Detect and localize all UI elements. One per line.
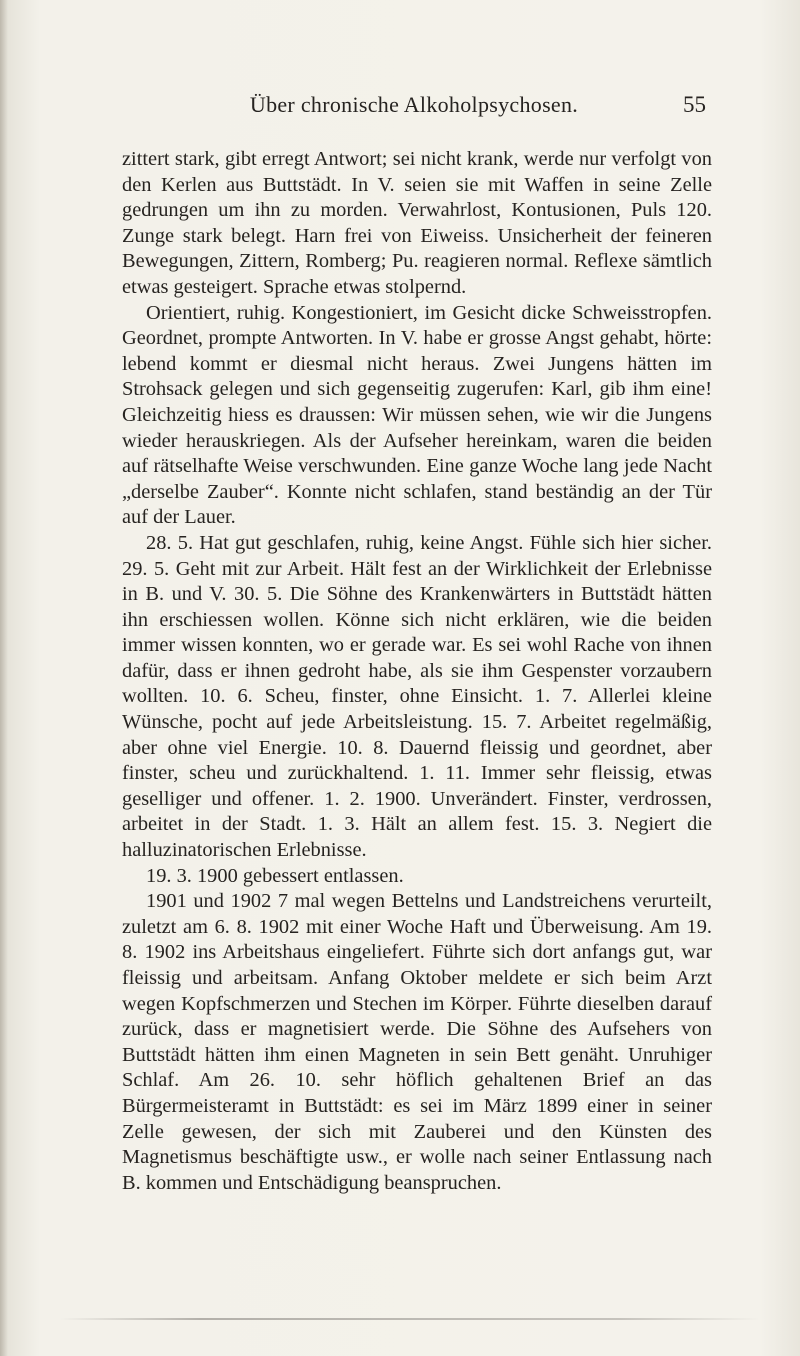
binding-shadow — [0, 0, 8, 1356]
paragraph: 19. 3. 1900 gebessert entlassen. — [146, 864, 404, 887]
paragraph-continued: zittert stark, gibt erregt Antwort; sei nicht krank, werde nur verfolgt von den Kerlen aus Buttstädt. In V. seien sie mit Waffen in seine Zelle gedrungen um ihn zu morden. Verwahrlost, Kontusionen, Puls 120. Zunge stark belegt. Harn frei von Eiweiss. Unsicherheit der feineren Bewegungen, Zittern, Romberg; Pu. reagieren normal. Reflexe sämtlich etwas gesteigert. Sprache etwas stolpernd. — [122, 148, 712, 298]
running-title: Über chronische Alkoholpsychosen. — [249, 92, 579, 117]
page-number: 55 — [683, 92, 706, 117]
page-bottom-edge — [60, 1318, 760, 1320]
paragraph: 28. 5. Hat gut geschlafen, ruhig, keine Angst. Fühle sich hier sicher. 29. 5. Geht mit zur Arbeit. Hält fest an der Wirklichkeit der Erlebnisse in B. und V. 30. 5. Die Söhne des Krankenwärters in Buttstädt hätten ihn erschiessen wollen. Könne sich nicht erklären, wie die beiden immer wissen konnten, wo er gerade war. Es sei wohl Rache von ihnen dafür, dass er ihnen gedroht habe, als sie ihm Gespenster vorzaubern wollten. 10. 6. Scheu, finster, ohne Einsicht. 1. 7. Allerlei kleine Wünsche, pocht auf jede Arbeitsleistung. 15. 7. Arbeitet regelmäßig, aber ohne viel Energie. 10. 8. Dauernd fleissig und geordnet, aber finster, scheu und zurückhaltend. 1. 11. Immer sehr fleissig, etwas geselliger und offener. 1. 2. 1900. Unverändert. Finster, verdrossen, arbeitet in der Stadt. 1. 3. Hält an allem fest. 15. 3. Negiert die halluzinatorischen Erlebnisse. — [122, 531, 712, 862]
paragraph: 1901 und 1902 7 mal wegen Bettelns und Landstreichens verurteilt, zuletzt am 6. 8. 1902 mit einer Woche Haft und Überweisung. Am 19. 8. 1902 ins Arbeitshaus eingeliefert. Führte sich dort anfangs gut, war fleissig und arbeitsam. Anfang Oktober meldete er sich beim Arzt wegen Kopfschmerzen und Stechen im Körper. Führte dieselben darauf zurück, dass er magnetisiert werde. Die Söhne des Aufsehers von Buttstädt hätten ihm einen Magneten in sein Bett genäht. Unruhiger Schlaf. Am 26. 10. sehr höflich gehaltenen Brief an das Bürgermeisteramt in Buttstädt: es sei im März 1899 einer in seiner Zelle gewesen, der sich mit Zauberei und den Künsten des Magnetismus beschäftigte usw., er wolle nach seiner Entlassung nach B. kommen und Entschädigung beanspruchen. — [122, 890, 712, 1194]
paragraph: Orientiert, ruhig. Kongestioniert, im Gesicht dicke Schweisstropfen. Geordnet, prompte Antworten. In V. habe er grosse Angst gehabt, hörte: lebend kommt er diesmal nicht heraus. Zwei Jungens hätten im Strohsack gelegen und sich gegenseitig zugerufen: Karl, gib ihm eine! Gleichzeitig hiess es draussen: Wir müssen sehen, wie wir die Jungens wieder herauskriegen. Als der Aufseher hereinkam, waren die beiden auf rätselhafte Weise verschwunden. Eine ganze Woche lang jede Nacht „derselbe Zauber“. Konnte nicht schlafen, stand beständig an der Tür auf der Lauer. — [122, 301, 712, 529]
body-text — [122, 147, 712, 1196]
page-header — [122, 92, 706, 126]
